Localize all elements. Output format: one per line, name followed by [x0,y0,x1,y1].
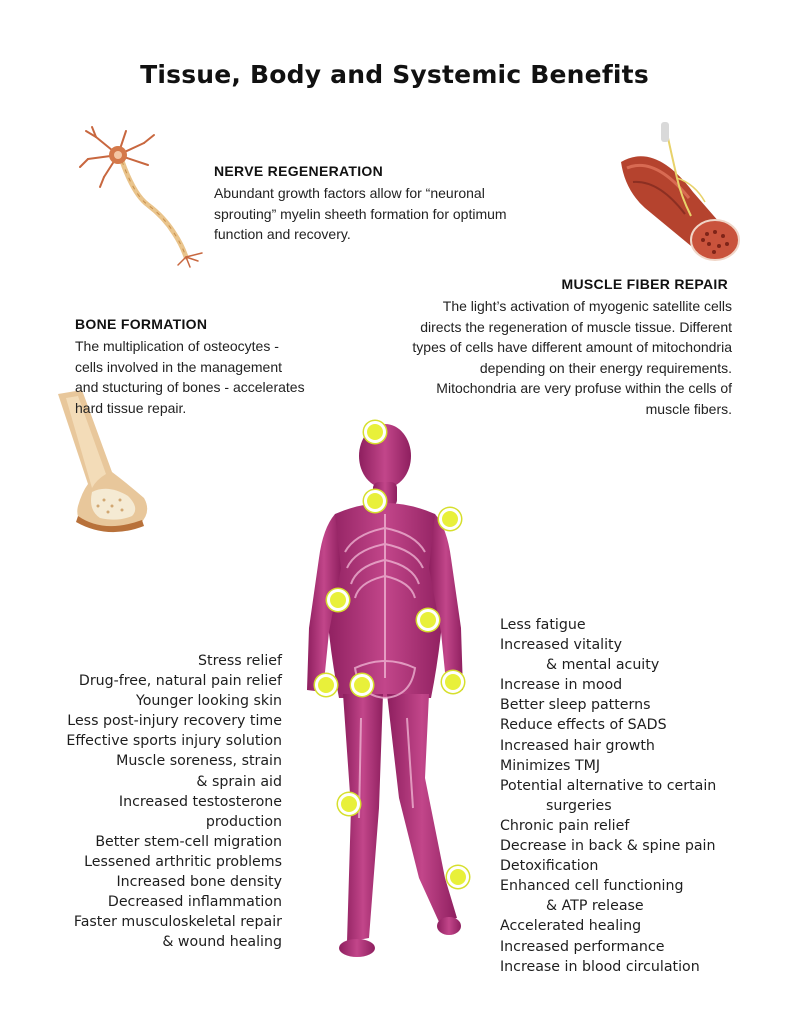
list-item: Minimizes TMJ [500,757,601,774]
list-item: Reduce effects of SADS [500,717,667,734]
marker-wrist-right [442,671,464,693]
list-item: Lessened arthritic problems [84,853,282,870]
muscle-fiber-repair-text: The light’s activation of myogenic satellite cells directs the regeneration of muscle tissue. Different types of cells have different amount of mitochondria depending on their energy requirements. Mitochondria are very profuse within the cells of muscle fibers. [412,298,732,417]
nerve-regeneration-heading: NERVE REGENERATION [214,163,384,179]
marker-head [364,421,386,443]
list-item: & ATP release [546,898,644,915]
list-item: Detoxification [500,858,599,875]
list-item: Increased bone density [116,874,282,891]
list-item: Increase in mood [500,677,623,694]
marker-elbow-right [327,589,349,611]
marker-wrist-left [315,674,337,696]
list-item: & wound healing [162,934,282,951]
list-item: Enhanced cell functioning [500,878,684,895]
left-benefit-list [66,651,282,952]
list-item: Increased performance [500,938,665,955]
list-item: Chronic pain relief [500,817,630,834]
list-item: Less fatigue [500,617,586,633]
marker-lower-back [417,609,439,631]
marker-neck [364,490,386,512]
list-item: Increased testosterone [118,793,282,810]
bone-formation-heading: BONE FORMATION [75,316,208,332]
list-item: Effective sports injury solution [66,733,282,750]
bone-formation-text: The multiplication of osteocytes - cells involved in the management and stucturing of bones - accelerates hard tissue repair. [75,338,305,416]
list-item: Muscle soreness, strain [116,753,282,770]
list-item: Decrease in back & spine pain [500,838,716,855]
list-item: Increased vitality [500,637,622,654]
bone-formation-section [75,316,350,418]
list-item: Increase in blood circulation [500,958,700,975]
muscle-fiber-repair-section [360,276,732,419]
marker-ankle [447,866,469,888]
list-item: surgeries [546,797,612,814]
list-item: & mental acuity [546,657,660,674]
list-item: Potential alternative to certain [500,777,717,794]
neuron-illustration [78,125,218,270]
list-item: Less post-injury recovery time [67,713,282,730]
muscle-fiber-repair-heading: MUSCLE FIBER REPAIR [561,276,728,292]
list-item: Drug-free, natural pain relief [78,673,282,690]
list-item: Accelerated healing [500,918,642,935]
right-benefit-list [500,615,716,977]
page-title: Tissue, Body and Systemic Benefits [140,60,649,89]
marker-knee [338,793,360,815]
marker-hip [351,674,373,696]
list-item: & sprain aid [196,773,282,790]
list-item: Decreased inflammation [107,894,282,911]
marker-shoulder [439,508,461,530]
list-item: Better sleep patterns [500,697,651,714]
list-item: production [205,813,282,830]
list-item: Better stem-cell migration [95,833,282,850]
nerve-regeneration-text: Abundant growth factors allow for “neuronal sprouting” myelin sheeth formation for optimum function and recovery. [214,185,507,242]
list-item: Faster musculoskeletal repair [73,914,282,931]
list-item: Younger looking skin [135,693,282,710]
human-body-skeleton-illustration [295,418,480,978]
list-item: Increased hair growth [500,737,655,754]
nerve-regeneration-section [214,163,574,245]
list-item: Stress relief [198,653,282,669]
muscle-fiber-illustration [615,122,745,272]
